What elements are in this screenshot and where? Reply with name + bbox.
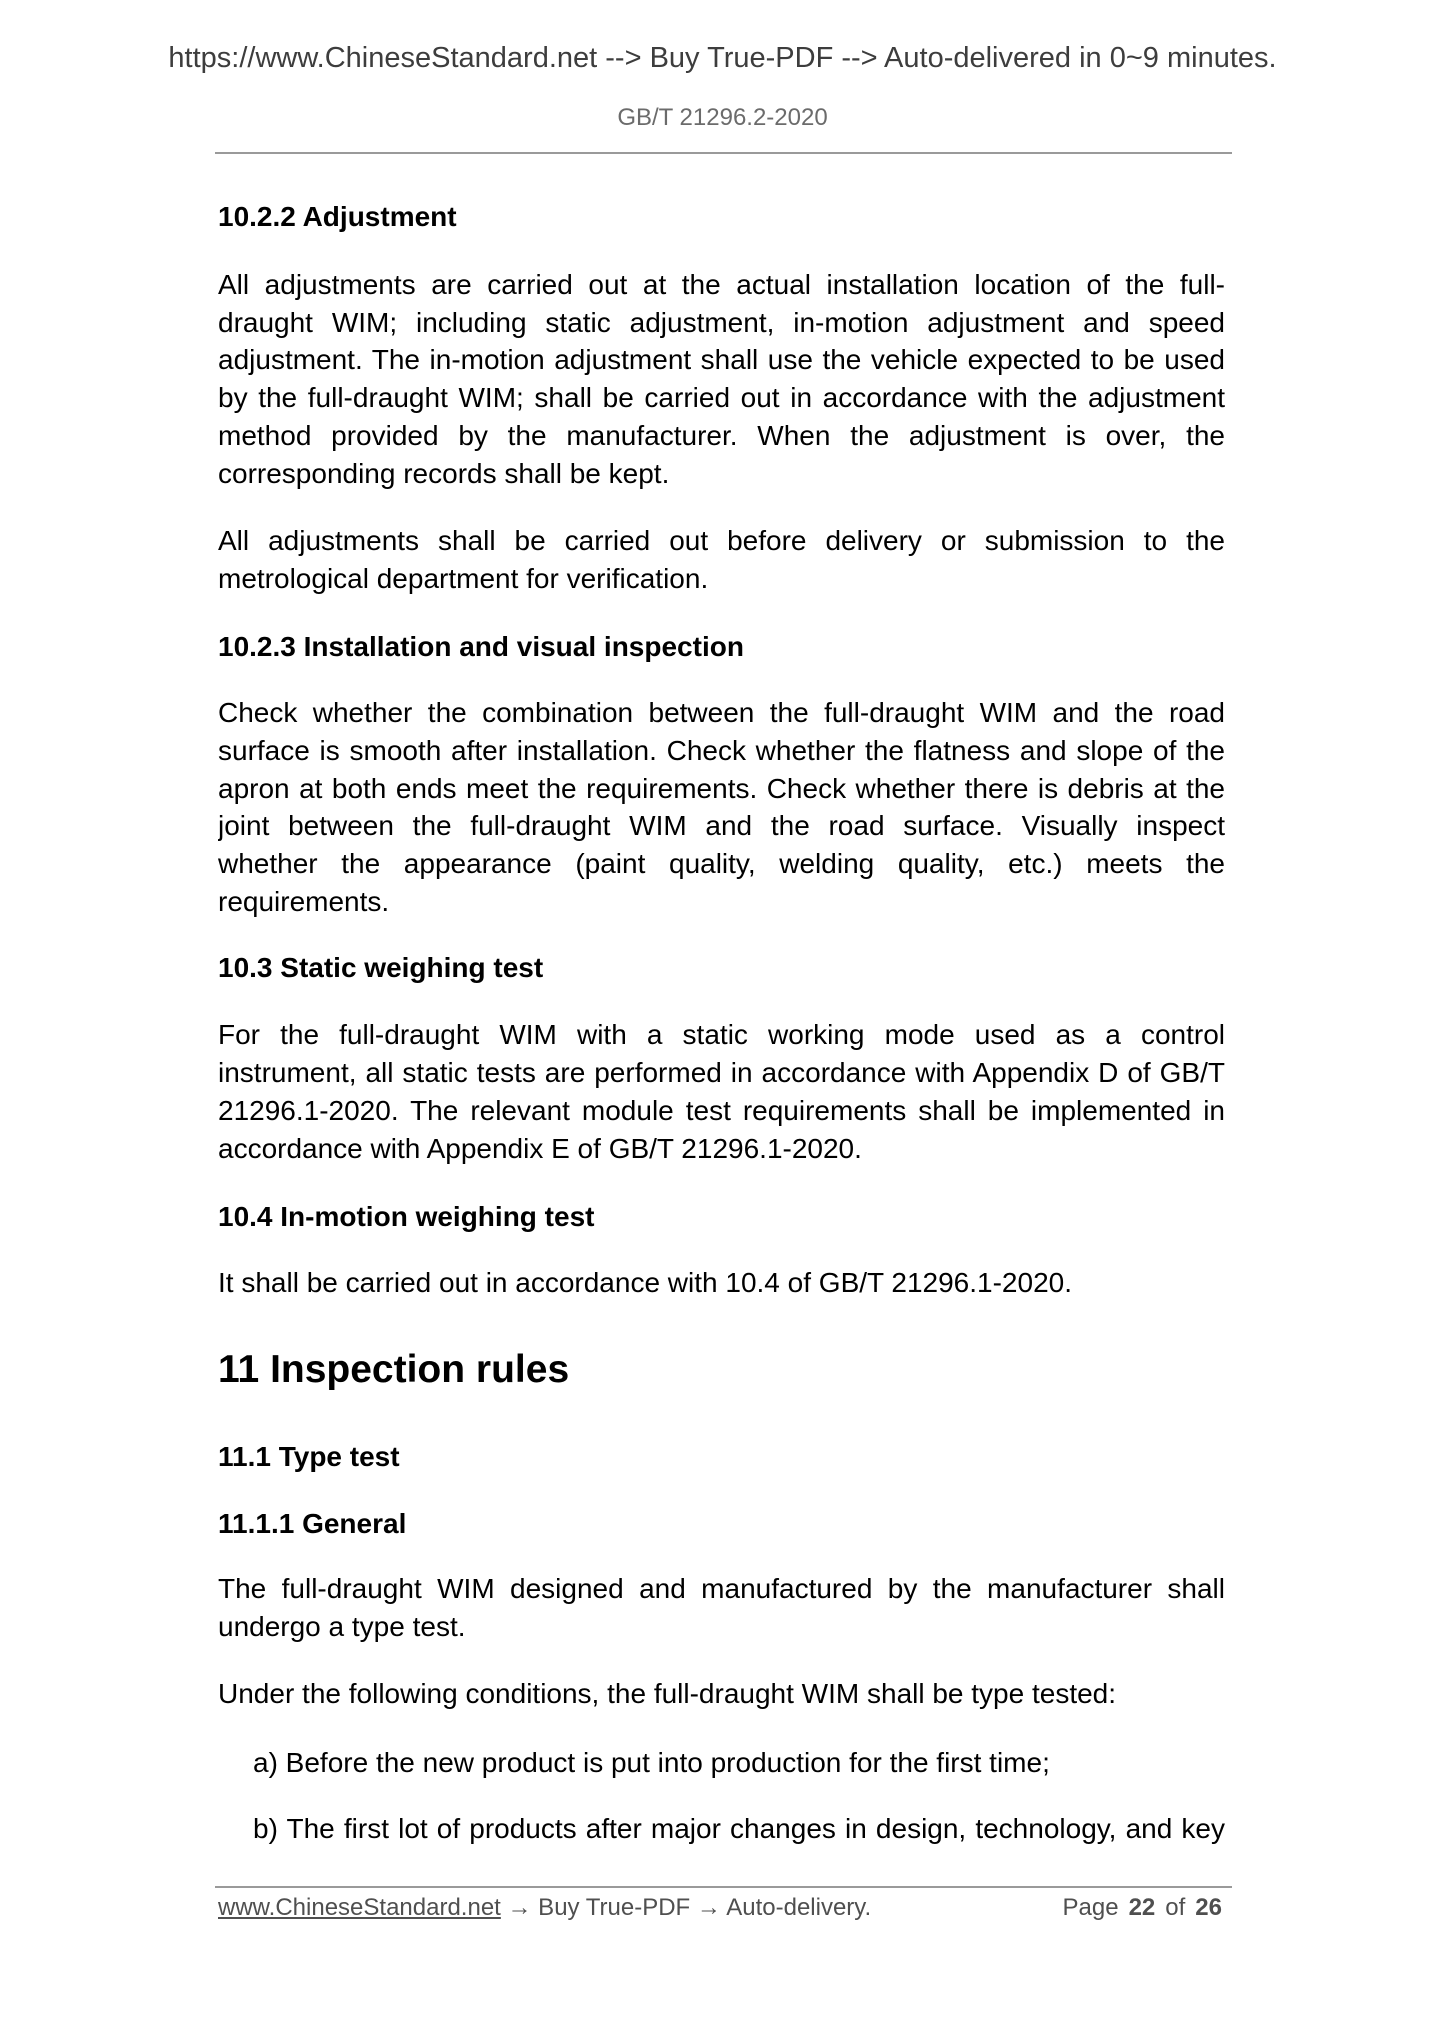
paragraph-line: requirements. — [218, 886, 390, 917]
list-item-b: b) The first lot of products after major changes in design, technology, and key — [253, 1813, 1225, 1844]
paragraph-line: All adjustments shall be carried out before delivery or submission to the — [218, 525, 1225, 556]
paragraph-line: apron at both ends meet the requirements. Check whether there is debris at the — [218, 773, 1225, 804]
paragraph-line: adjustment. The in-motion adjustment shall use the vehicle expected to be used — [218, 344, 1225, 375]
heading-10-4: 10.4 In-motion weighing test — [218, 1201, 595, 1232]
header-banner: https://www.ChineseStandard.net --> Buy True-PDF --> Auto-delivered in 0~9 minutes. — [168, 42, 1277, 74]
footer — [218, 1893, 1225, 1923]
paragraph-line: All adjustments are carried out at the actual installation location of the full- — [218, 269, 1225, 300]
page-label: Page — [1062, 1894, 1119, 1921]
page-indicator — [1063, 1893, 1222, 1923]
paragraph-line: surface is smooth after installation. Check whether the flatness and slope of the — [218, 735, 1225, 766]
paragraph-line: whether the appearance (paint quality, welding quality, etc.) meets the — [218, 848, 1225, 879]
header-divider — [215, 152, 1232, 154]
paragraph-line: metrological department for verification. — [218, 563, 709, 594]
heading-10-3: 10.3 Static weighing test — [218, 952, 544, 983]
paragraph-line: method provided by the manufacturer. When the adjustment is over, the — [218, 420, 1225, 451]
paragraph-line: joint between the full-draught WIM and the road surface. Visually inspect — [218, 810, 1225, 841]
heading-10-2-3: 10.2.3 Installation and visual inspection — [218, 631, 744, 662]
page-current: 22 — [1128, 1894, 1156, 1921]
page-of: of — [1165, 1894, 1186, 1921]
paragraph-line: Check whether the combination between the full-draught WIM and the road — [218, 697, 1225, 728]
heading-11: 11 Inspection rules — [218, 1348, 570, 1391]
heading-10-2-2: 10.2.2 Adjustment — [218, 201, 457, 232]
paragraph-line: It shall be carried out in accordance with 10.4 of GB/T 21296.1-2020. — [218, 1267, 1072, 1298]
paragraph-line: by the full-draught WIM; shall be carried out in accordance with the adjustment — [218, 382, 1225, 413]
page-total: 26 — [1195, 1894, 1222, 1921]
footer-divider — [215, 1886, 1232, 1888]
footer-link[interactable]: www.ChineseStandard.net — [218, 1894, 501, 1921]
paragraph-line: corresponding records shall be kept. — [218, 458, 670, 489]
footer-tagline: → Buy True-PDF → Auto-delivery. — [500, 1894, 872, 1921]
paragraph-line: Under the following conditions, the full-draught WIM shall be type tested: — [218, 1678, 1117, 1709]
paragraph-line: accordance with Appendix E of GB/T 21296.1-2020. — [218, 1133, 862, 1164]
heading-11-1: 11.1 Type test — [218, 1441, 400, 1472]
paragraph-line: undergo a type test. — [218, 1611, 466, 1642]
paragraph-line: instrument, all static tests are performed in accordance with Appendix D of GB/T — [218, 1057, 1225, 1088]
standard-id: GB/T 21296.2-2020 — [617, 104, 828, 131]
list-item-a: a) Before the new product is put into production for the first time; — [253, 1747, 1050, 1778]
paragraph-line: 21296.1-2020. The relevant module test requirements shall be implemented in — [218, 1095, 1225, 1126]
paragraph-line: For the full-draught WIM with a static working mode used as a control — [218, 1019, 1225, 1050]
heading-11-1-1: 11.1.1 General — [218, 1508, 407, 1539]
paragraph-line: draught WIM; including static adjustment, in-motion adjustment and speed — [218, 307, 1225, 338]
paragraph-line: The full-draught WIM designed and manufactured by the manufacturer shall — [218, 1573, 1225, 1604]
